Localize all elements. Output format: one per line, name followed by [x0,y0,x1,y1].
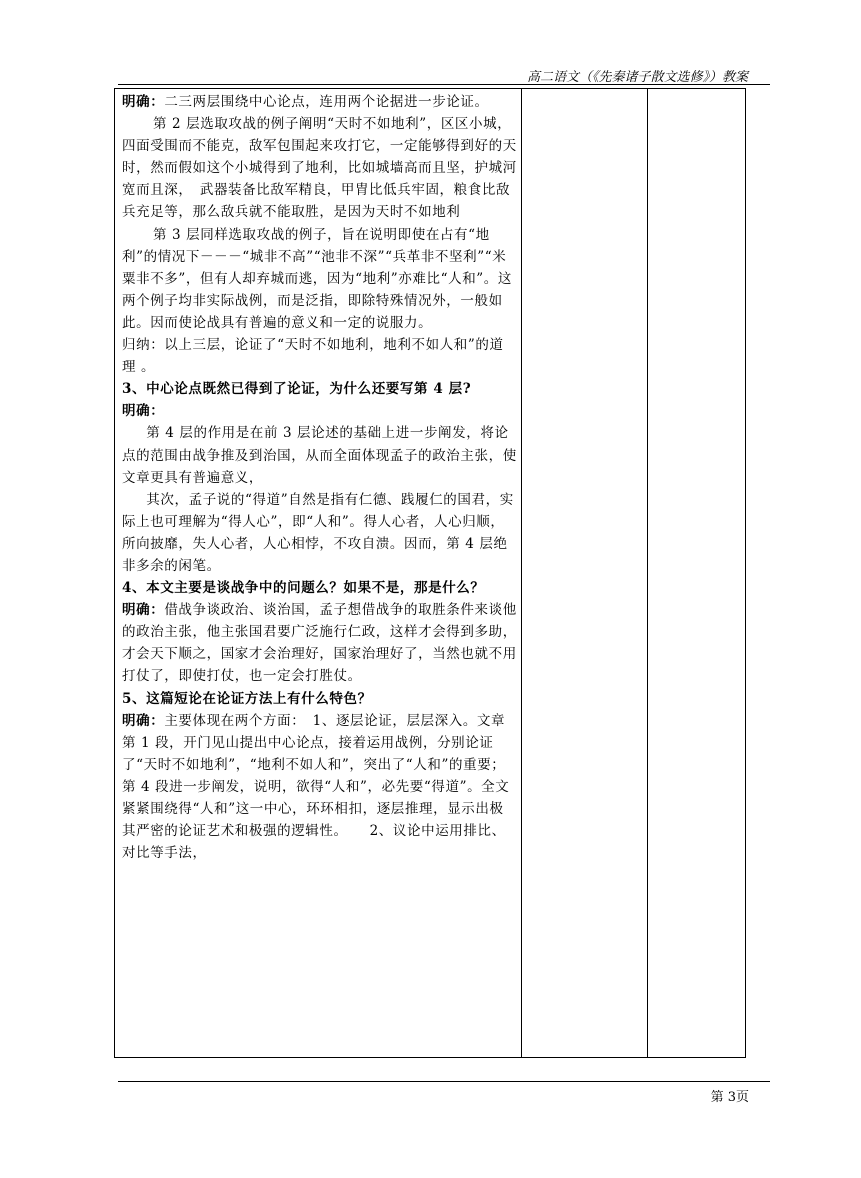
paragraph-1 [122,91,517,113]
answer-label: 明确： [122,712,165,729]
paragraph-3: 第 3 层同样选取攻战的例子，旨在说明即使在占有“地利”的情况下－－－“城非不高”“池非不深”“兵革非不坚利”“米粟非不多”，但有人却弃城而逃，因为“地利”亦难比“人和”。这两个例子均非实际战例，而是泛指，即除特殊情况外，一般如此。因而使论战具有普遍的意义和一定的说服力。 [122,226,513,331]
document-header: 高二语文（《先秦诸子散文选修》）教案 [526,70,748,85]
question-4: 4、本文主要是谈战争中的问题么？如果不是，那是什么？ [122,580,485,597]
page-number: 第 3页 [710,1090,749,1105]
answer-label: 明确： [122,602,165,619]
footer-rule [118,1081,770,1082]
paragraph-7 [122,599,517,687]
lesson-content [115,89,521,864]
paragraph-6: 其次，孟子说的“得道”自然是指有仁德、践履仁的国君，实际上也可理解为“得人心”，即“人和”。得人心者，人心归顺，所向披靡，失人心者，人心相悖，不攻自溃。因而，第 4 层绝非多余的闲笔。 [122,491,514,574]
summary-paragraph: 归纳：以上三层，论证了“天时不如地利，地利不如人和”的道理 。 [122,337,504,376]
answer-label: 明确： [122,94,165,110]
empty-cell [648,89,746,1058]
question-3: 3、中心论点既然已得到了论证，为什么还要写第 4 层? [122,381,472,398]
header-rule [118,84,770,85]
empty-cell [522,89,648,1058]
paragraph-8 [122,710,517,865]
lesson-plan-table [114,88,746,1058]
content-cell [115,89,522,1058]
question-5: 5、这篇短论在论证方法上有什么特色？ [122,690,372,707]
paragraph-2: 第 2 层选取攻战的例子阐明“天时不如地利”，区区小城，四面受围而不能克，敌军包围起来攻打它，一定能够得到好的天时，然而假如这个小城得到了地利，比如城墙高而且坚，护城河宽而且深， 武器装备比敌军精良，甲胄比低兵牢固，粮食比敌兵充足等，那么敌兵就不能取胜，是因为天时不如地利 [122,116,517,221]
paragraph-text: 主要体现在两个方面： 1、逐层论证，层层深入。文章第 1 段，开门见山提出中心论点，接着运用战例，分别论证了“天时不如地利”，“地利不如人和”，突出了“人和”的重要；第 4 段进一步阐发，说明，欲得“人和”，必先要“得道”。全文紧紧围绕得“人和”这一中心，环环相扣，逐层推理，显示出极其严密的论证艺术和极强的逻辑性。 [122,712,510,840]
paragraph-text: 2、议论中运用排比、对比等手法， [122,823,506,862]
paragraph-text: 二三两层围绕中心论点，连用两个论据进一步论证。 [164,94,489,110]
paragraph-5: 第 4 层的作用是在前 3 层论述的基础上进一步阐发，将论点的范围由战争推及到治国，从而全面体现孟子的政治主张，使文章更具有普遍意义， [122,425,517,486]
answer-label: 明确： [122,403,165,420]
table-row [115,89,746,1058]
paragraph-text: 借战争谈政治、谈治国，孟子想借战争的取胜条件来谈他的政治主张，他主张国君要广泛施行仁政，这样才会得到多助，才会天下顺之，国家才会治理好，国家治理好了，当然也就不用打仗了，即使打仗，也一定会打胜仗。 [122,602,517,685]
